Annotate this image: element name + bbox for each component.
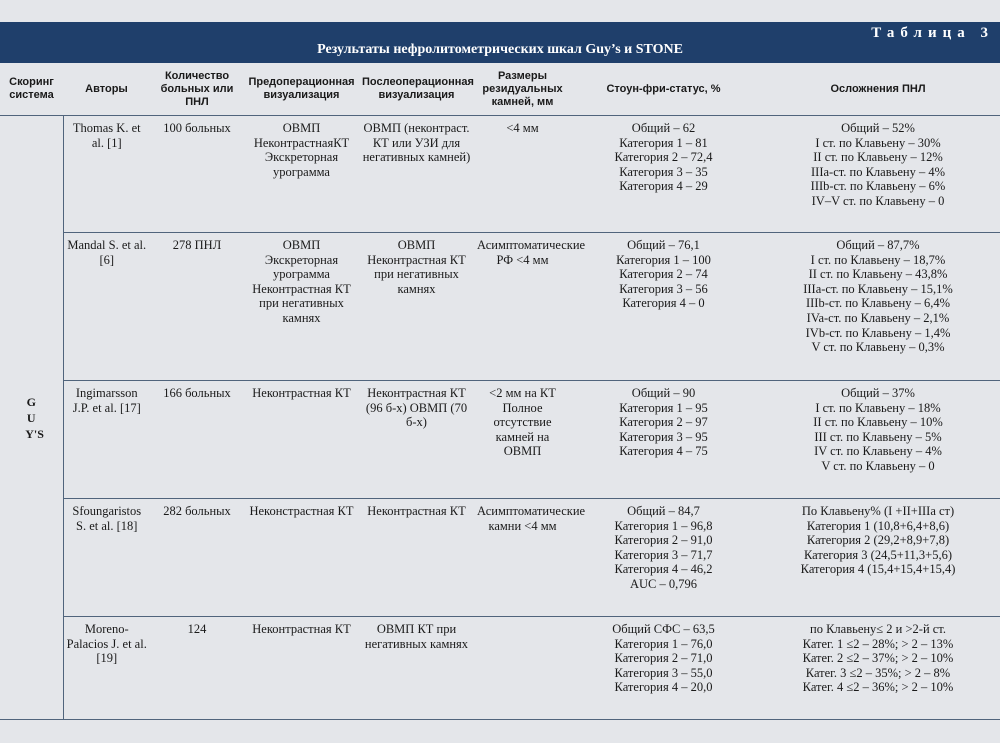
results-table — [0, 63, 1000, 720]
complications-cell — [756, 381, 1000, 499]
complication-item: по Клавьену≤ 2 и >2-й ст. — [810, 622, 946, 636]
postop-cell: Неконтрастная КТ (96 б-х) ОВМП (70 б-х) — [359, 381, 474, 499]
table-row — [0, 116, 1000, 233]
preop-item: Экскреторная урограмма — [264, 150, 339, 179]
postop-cell: ОВМП КТ при негативных камнях — [359, 617, 474, 720]
preop-item: НеконтрастнаяКТ — [253, 135, 350, 150]
complications-cell — [756, 233, 1000, 381]
stonefree-item: Категория 4 – 0 — [622, 296, 705, 311]
table-row — [0, 381, 1000, 499]
complication-item: I ст. по Клавьену – 18% — [815, 400, 941, 415]
author-cell: Thomas K. et al. [1] — [63, 116, 150, 233]
stonefree-item: Категория 1 – 76,0 — [614, 636, 713, 651]
complication-item: По Клавьену% (I +II+IIIa ст) — [801, 504, 955, 518]
stonefree-item: Общий – 90 — [631, 386, 696, 400]
complication-item: IV–V ст. по Клавьену – 0 — [811, 193, 945, 208]
stonefree-item: Общий – 84,7 — [627, 504, 700, 518]
stonefree-cell — [571, 499, 756, 617]
stonefree-item: Категория 1 – 95 — [619, 400, 708, 415]
preop-cell — [244, 617, 359, 720]
complication-item: V ст. по Клавьену – 0,3% — [811, 340, 945, 355]
stonefree-cell — [571, 233, 756, 381]
stonefree-item: Категория 1 – 96,8 — [614, 518, 713, 533]
stonefree-item: Общий – 62 — [631, 121, 696, 135]
complication-item: I ст. по Клавьену – 30% — [815, 135, 941, 150]
preop-item: ОВМП — [282, 121, 321, 135]
complication-item: V ст. по Клавьену – 0 — [821, 458, 935, 473]
complication-item: Общий – 37% — [841, 386, 915, 400]
header-row — [0, 63, 1000, 116]
complications-cell — [756, 499, 1000, 617]
header-cell: Послеоперационная визуализация — [359, 63, 474, 116]
complication-item: Катег. 1 ≤2 – 28%; > 2 – 13% — [802, 636, 954, 651]
stonefree-item: Категория 4 – 75 — [619, 444, 708, 459]
preop-item: Неконтрастная КТ при негативных камнях — [252, 281, 351, 325]
complications-cell — [756, 116, 1000, 233]
header-cell: Авторы — [63, 63, 150, 116]
complication-item: Категория 4 (15,4+15,4+15,4) — [800, 562, 956, 577]
stonefree-cell — [571, 617, 756, 720]
preop-cell — [244, 116, 359, 233]
complication-item: II ст. по Клавьену – 12% — [813, 150, 943, 165]
stonefree-item: Категория 3 – 35 — [619, 164, 708, 179]
complication-item: III ст. по Клавьену – 5% — [814, 429, 942, 444]
preop-item: Экскреторная урограмма — [264, 252, 339, 282]
residual-cell: Асимптоматические камни <4 мм — [474, 499, 571, 617]
count-cell: 100 больных — [150, 116, 244, 233]
complication-item: Катег. 3 ≤2 – 35%; > 2 – 8% — [805, 665, 951, 680]
complication-item: Категория 2 (29,2+8,9+7,8) — [806, 533, 950, 548]
preop-item: Неконтрастная КТ — [252, 386, 351, 400]
stonefree-item: Категория 2 – 97 — [619, 415, 708, 430]
table-banner — [0, 22, 1000, 63]
complication-item: Катег. 4 ≤2 – 36%; > 2 – 10% — [802, 680, 954, 695]
postop-cell: ОВМП Неконтрастная КТ при негативных камнях — [359, 233, 474, 381]
header-cell: Размеры резидуальных камней, мм — [474, 63, 571, 116]
complication-item: Общий – 87,7% — [836, 238, 920, 252]
preop-cell — [244, 499, 359, 617]
stonefree-item: Категория 1 – 81 — [619, 135, 708, 150]
stonefree-item: AUC – 0,796 — [629, 576, 698, 591]
stonefree-item: Категория 2 – 91,0 — [614, 533, 713, 548]
complication-item: Катег. 2 ≤2 – 37%; > 2 – 10% — [802, 651, 954, 666]
stonefree-item: Категория 4 – 46,2 — [614, 562, 713, 577]
complication-item: IVa-ст. по Клавьену – 2,1% — [806, 310, 950, 325]
preop-item: Неконстрастная КТ — [249, 504, 354, 518]
complication-item: Категория 3 (24,5+11,3+5,6) — [804, 547, 952, 562]
stonefree-item: Категория 3 – 56 — [619, 281, 708, 296]
scoring-system-cell — [0, 116, 63, 720]
stonefree-item: Категория 2 – 74 — [619, 267, 708, 282]
stonefree-item: Категория 1 – 100 — [616, 252, 711, 267]
complication-item: IIIb-ст. по Клавьену – 6,4% — [805, 296, 951, 311]
table-row — [0, 233, 1000, 381]
stonefree-item: Категория 3 – 71,7 — [614, 547, 713, 562]
header-cell: Осложнения ПНЛ — [756, 63, 1000, 116]
complication-item: IIIb-ст. по Клавьену – 6% — [810, 179, 946, 194]
complication-item: II ст. по Клавьену – 43,8% — [808, 267, 948, 282]
preop-item: ОВМП — [282, 238, 321, 252]
complication-item: IV ст. по Клавьену – 4% — [814, 444, 942, 459]
postop-cell: ОВМП (неконтраст. КТ или УЗИ для негативных камней) — [359, 116, 474, 233]
preop-cell — [244, 381, 359, 499]
complication-item: IVb-ст. по Клавьену – 1,4% — [805, 325, 951, 340]
table-title: Результаты нефролитометрических шкал Guy’s и STONE — [317, 42, 683, 57]
author-cell: Ingimarsson J.P. et al. [17] — [63, 381, 150, 499]
complication-item: IIIa-ст. по Клавьену – 15,1% — [803, 281, 953, 296]
preop-cell — [244, 233, 359, 381]
complication-item: II ст. по Клавьену – 10% — [813, 415, 943, 430]
count-cell: 124 — [150, 617, 244, 720]
header-cell: Количество больных или ПНЛ — [150, 63, 244, 116]
stonefree-item: Категория 2 – 72,4 — [614, 150, 713, 165]
complication-item: I ст. по Клавьену – 18,7% — [810, 252, 946, 267]
postop-cell: Неконтрастная КТ — [359, 499, 474, 617]
table-label: Таблица 3 — [871, 25, 994, 41]
stonefree-item: Категория 2 – 71,0 — [614, 651, 713, 666]
stonefree-cell — [571, 381, 756, 499]
stonefree-item: Категория 3 – 95 — [619, 429, 708, 444]
stonefree-item: Категория 3 – 55,0 — [614, 665, 713, 680]
complications-cell — [756, 617, 1000, 720]
stonefree-item: Общий СФС – 63,5 — [612, 622, 715, 636]
table-row — [0, 499, 1000, 617]
residual-cell: <4 мм — [474, 116, 571, 233]
scoring-system-name: GUY'S — [25, 394, 44, 441]
complication-item: Категория 1 (10,8+6,4+8,6) — [806, 518, 950, 533]
complication-item: Общий – 52% — [841, 121, 915, 135]
header-cell: Предоперационная визуализация — [244, 63, 359, 116]
stonefree-item: Общий – 76,1 — [627, 238, 700, 252]
count-cell: 278 ПНЛ — [150, 233, 244, 381]
header-cell: Скоринг система — [0, 63, 63, 116]
stonefree-item: Категория 4 – 29 — [619, 179, 708, 194]
table-row — [0, 617, 1000, 720]
count-cell: 166 больных — [150, 381, 244, 499]
preop-item: Неконтрастная КТ — [252, 622, 351, 636]
stonefree-item: Категория 4 – 20,0 — [614, 680, 713, 695]
residual-cell: Асимптоматические РФ <4 мм — [474, 233, 571, 381]
author-cell: Sfoungaristos S. et al. [18] — [63, 499, 150, 617]
residual-cell — [474, 617, 571, 720]
complication-item: IIIa-ст. по Клавьену – 4% — [811, 164, 945, 179]
header-cell: Стоун-фри-статус, % — [571, 63, 756, 116]
author-cell: Moreno-Palacios J. et al. [19] — [63, 617, 150, 720]
stonefree-cell — [571, 116, 756, 233]
residual-cell: <2 мм на КТ Полное отсутствие камней на ОВМП — [474, 381, 571, 499]
count-cell: 282 больных — [150, 499, 244, 617]
author-cell: Mandal S. et al. [6] — [63, 233, 150, 381]
